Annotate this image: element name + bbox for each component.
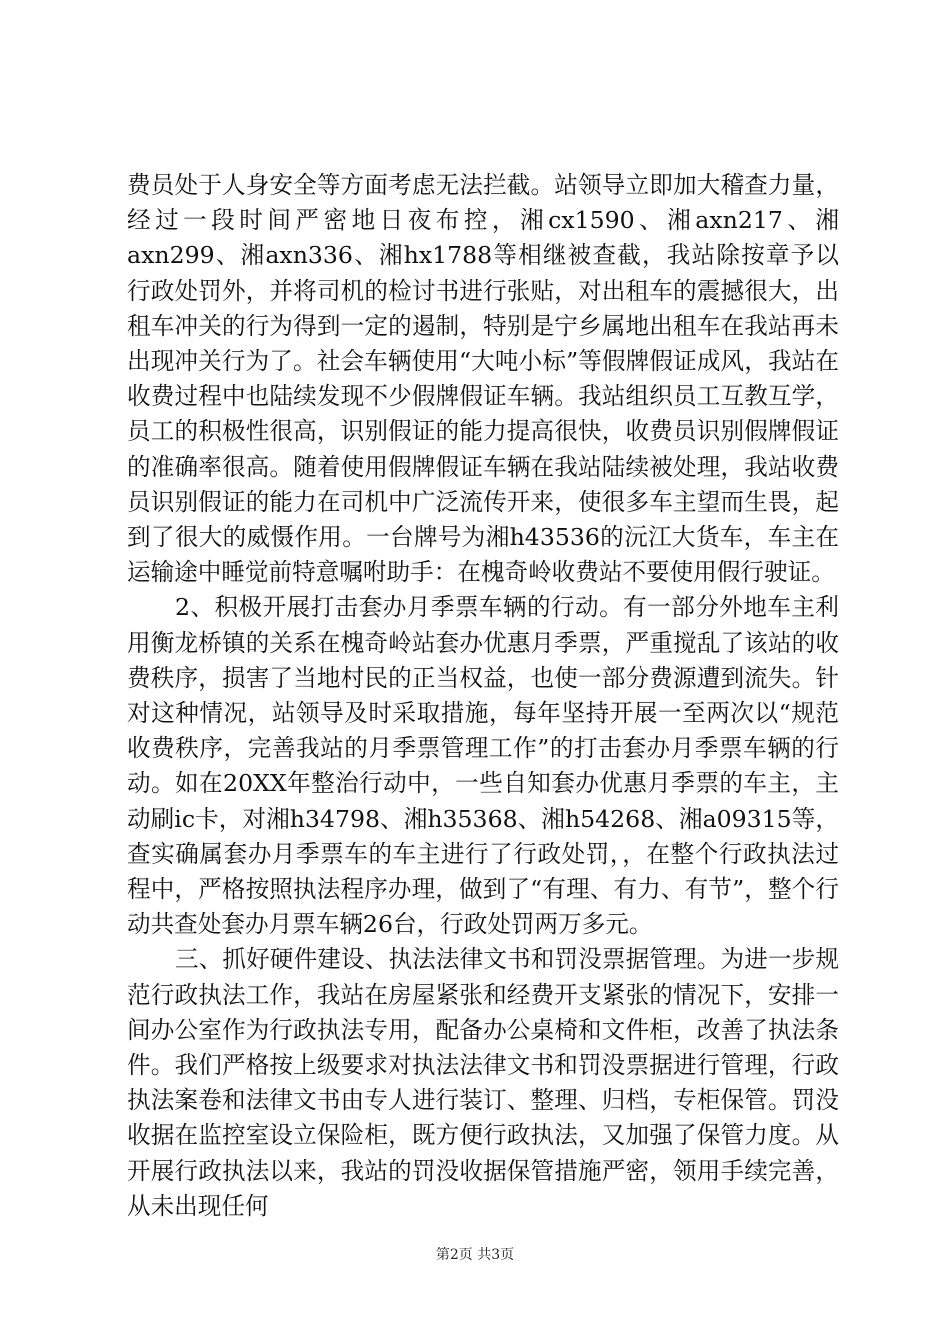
paragraph-continuation: 费员处于人身安全等方面考虑无法拦截。站领导立即加大稽查力量，经过一段时间严密地日夜布控，湘cx1590、湘axn217、湘axn299、湘axn336、湘hx1788等相继被查截，我站除按章予以行政处罚外，并将司机的检讨书进行张贴，对出租车的震撼很大，出租车冲关的行为得到一定的遏制，特别是宁乡属地出租车在我站再未出现冲关行为了。社会车辆使用“大吨小标”等假牌假证成风，我站在收费过程中也陆续发现不少假牌假证车辆。我站组织员工互教互学，员工的积极性很高，识别假证的能力提高很快，收费员识别假牌假证的准确率很高。随着使用假牌假证车辆在我站陆续被处理，我站收费员识别假证的能力在司机中广泛流传开来，使很多车主望而生畏，起到了很大的威慑作用。一台牌号为湘h43536的沅江大货车，车主在运输途中睡觉前特意嘱咐助手：在槐奇岭收费站不要使用假行驶证。 [127, 171, 839, 587]
paragraph-section-3: 三、抓好硬件建设、执法法律文书和罚没票据管理。为进一步规范行政执法工作，我站在房屋紧张和经费开支紧张的情况下，安排一间办公室作为行政执法专用，配备办公桌椅和文件柜，改善了执法条件。我们严格按上级要求对执法法律文书和罚没票据进行管理，行政执法案卷和法律文书由专人进行装订、整理、归档，专柜保管。罚没收据在监控室设立保险柜，既方便行政执法，又加强了保管力度。从开展行政执法以来，我站的罚没收据保管措施严密，领用手续完善，从未出现任何 [127, 945, 839, 1220]
page-footer: 第2页 共3页 [435, 1247, 515, 1263]
document-body [127, 168, 839, 1224]
paragraph-item-2: 2、积极开展打击套办月季票车辆的行动。有一部分外地车主利用衡龙桥镇的关系在槐奇岭站套办优惠月季票，严重搅乱了该站的收费秩序，损害了当地村民的正当权益，也使一部分费源遭到流失。针对这种情况，站领导及时采取措施，每年坚持开展一至两次以“规范收费秩序，完善我站的月季票管理工作”的打击套办月季票车辆的行动。如在20XX年整治行动中，一些自知套办优惠月季票的车主，主动刷ic卡，对湘h34798、湘h35368、湘h54268、湘a09315等，查实确属套办月季票车的车主进行了行政处罚，，在整个行政执法过程中，严格按照执法程序办理，做到了“有理、有力、有节”，整个行动共查处套办月票车辆26台，行政处罚两万多元。 [127, 593, 839, 939]
